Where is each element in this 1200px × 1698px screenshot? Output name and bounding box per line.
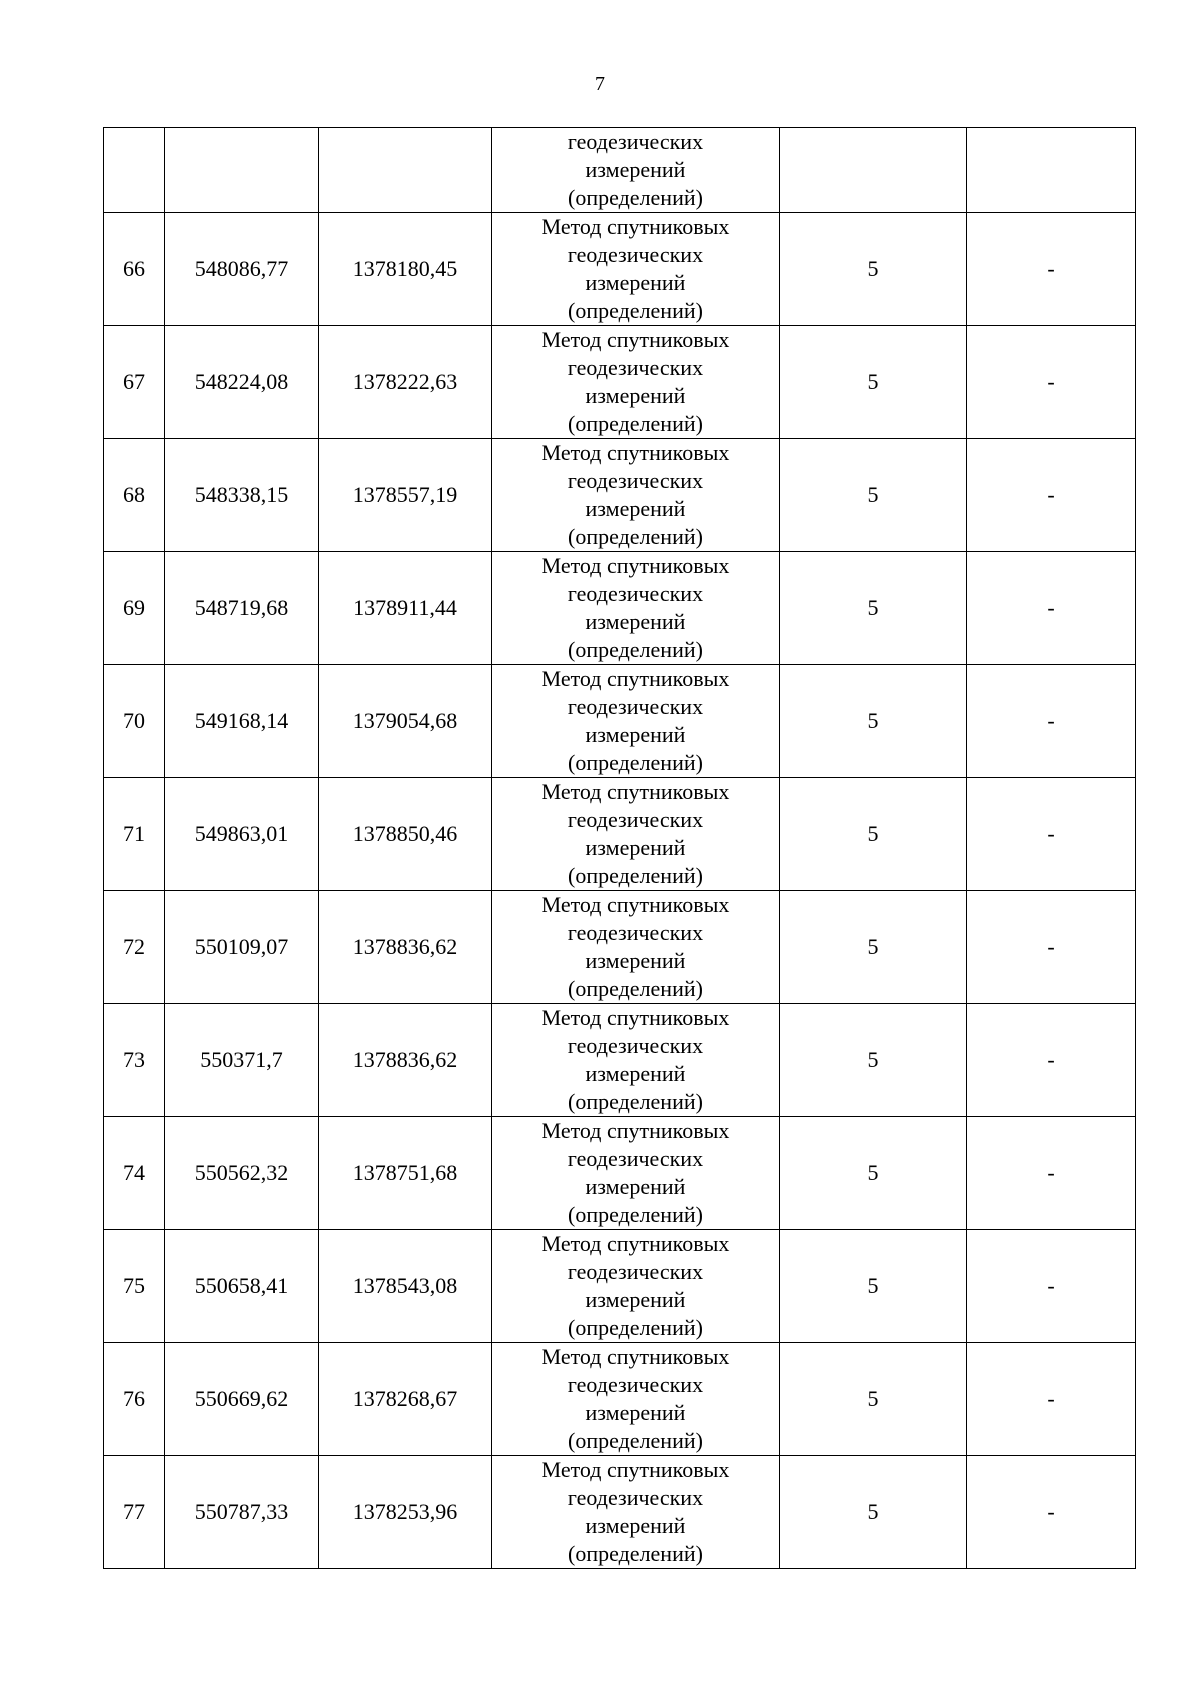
method-line: измерений bbox=[585, 270, 686, 295]
table-row bbox=[104, 1230, 1136, 1343]
method-cell bbox=[492, 1004, 780, 1117]
accuracy-cell: 5 bbox=[780, 891, 967, 1004]
point-number-cell: 70 bbox=[104, 665, 165, 778]
method-cell bbox=[492, 1230, 780, 1343]
table-row-continuation bbox=[104, 128, 1136, 213]
accuracy-cell: 5 bbox=[780, 1343, 967, 1456]
method-line: Метод спутниковых bbox=[541, 666, 730, 691]
method-cell bbox=[492, 213, 780, 326]
table-row bbox=[104, 439, 1136, 552]
point-number-cell: 71 bbox=[104, 778, 165, 891]
method-line: измерений bbox=[585, 609, 686, 634]
coordinates-table bbox=[103, 127, 1136, 1569]
method-line: Метод спутниковых bbox=[541, 327, 730, 352]
method-line: геодезических bbox=[567, 468, 704, 493]
method-line: измерений bbox=[585, 1513, 686, 1538]
method-line: Метод спутниковых bbox=[541, 1118, 730, 1143]
note-cell: - bbox=[967, 778, 1136, 891]
x-coordinate-cell: 550562,32 bbox=[165, 1117, 319, 1230]
y-coordinate-cell: 1378543,08 bbox=[319, 1230, 492, 1343]
table-row bbox=[104, 1004, 1136, 1117]
point-number-cell: 67 bbox=[104, 326, 165, 439]
method-line: геодезических bbox=[567, 1146, 704, 1171]
method-line: (определений) bbox=[568, 1202, 703, 1227]
method-line: (определений) bbox=[568, 185, 703, 210]
x-coordinate-cell: 549863,01 bbox=[165, 778, 319, 891]
accuracy-cell: 5 bbox=[780, 326, 967, 439]
x-coordinate-cell: 550371,7 bbox=[165, 1004, 319, 1117]
method-line: геодезических bbox=[567, 694, 704, 719]
point-number-cell: 66 bbox=[104, 213, 165, 326]
y-coordinate-cell: 1378180,45 bbox=[319, 213, 492, 326]
method-line: измерений bbox=[585, 948, 686, 973]
method-line: (определений) bbox=[568, 1089, 703, 1114]
method-line: Метод спутниковых bbox=[541, 892, 730, 917]
x-coordinate-cell: 550109,07 bbox=[165, 891, 319, 1004]
note-cell: - bbox=[967, 1230, 1136, 1343]
note-cell: - bbox=[967, 1343, 1136, 1456]
note-cell: - bbox=[967, 665, 1136, 778]
x-coordinate-cell: 549168,14 bbox=[165, 665, 319, 778]
note-cell: - bbox=[967, 1004, 1136, 1117]
note-cell: - bbox=[967, 552, 1136, 665]
table-row bbox=[104, 778, 1136, 891]
y-coordinate-cell: 1378253,96 bbox=[319, 1456, 492, 1569]
accuracy-cell: 5 bbox=[780, 1456, 967, 1569]
method-line: (определений) bbox=[568, 1541, 703, 1566]
method-cell bbox=[492, 1343, 780, 1456]
accuracy-cell: 5 bbox=[780, 665, 967, 778]
note-cell: - bbox=[967, 1117, 1136, 1230]
point-number-cell: 77 bbox=[104, 1456, 165, 1569]
note-cell: - bbox=[967, 1456, 1136, 1569]
method-line: Метод спутниковых bbox=[541, 440, 730, 465]
method-line: (определений) bbox=[568, 637, 703, 662]
method-line: геодезических bbox=[567, 1259, 704, 1284]
method-line: геодезических bbox=[567, 355, 704, 380]
x-coordinate-cell: 550658,41 bbox=[165, 1230, 319, 1343]
point-number-cell: 73 bbox=[104, 1004, 165, 1117]
table-row bbox=[104, 552, 1136, 665]
table-row bbox=[104, 1117, 1136, 1230]
y-coordinate-cell: 1378222,63 bbox=[319, 326, 492, 439]
method-cell bbox=[492, 891, 780, 1004]
method-line: (определений) bbox=[568, 524, 703, 549]
method-line: (определений) bbox=[568, 750, 703, 775]
method-line: Метод спутниковых bbox=[541, 779, 730, 804]
y-coordinate-cell: 1378557,19 bbox=[319, 439, 492, 552]
point-number-cell: 69 bbox=[104, 552, 165, 665]
note-cell: - bbox=[967, 891, 1136, 1004]
method-line: Метод спутниковых bbox=[541, 1344, 730, 1369]
method-line: Метод спутниковых bbox=[541, 1231, 730, 1256]
method-line: измерений bbox=[585, 496, 686, 521]
point-number-cell: 75 bbox=[104, 1230, 165, 1343]
method-line: геодезических bbox=[567, 920, 704, 945]
method-line: измерений bbox=[585, 383, 686, 408]
method-line: (определений) bbox=[568, 1315, 703, 1340]
y-coordinate-cell: 1378850,46 bbox=[319, 778, 492, 891]
method-line: геодезических bbox=[567, 1485, 704, 1510]
point-number-cell: 76 bbox=[104, 1343, 165, 1456]
page-number: 7 bbox=[595, 73, 605, 95]
method-line: измерений bbox=[585, 835, 686, 860]
method-line: измерений bbox=[585, 157, 686, 182]
method-line: Метод спутниковых bbox=[541, 553, 730, 578]
x-coordinate-cell: 550787,33 bbox=[165, 1456, 319, 1569]
method-line: Метод спутниковых bbox=[541, 214, 730, 239]
method-cell bbox=[492, 128, 780, 213]
x-coordinate-cell: 548086,77 bbox=[165, 213, 319, 326]
method-line: измерений bbox=[585, 1061, 686, 1086]
method-line: геодезических bbox=[567, 129, 704, 154]
accuracy-cell: 5 bbox=[780, 213, 967, 326]
accuracy-cell: 5 bbox=[780, 439, 967, 552]
table-row bbox=[104, 1456, 1136, 1569]
y-coordinate-cell: 1378751,68 bbox=[319, 1117, 492, 1230]
method-cell bbox=[492, 1456, 780, 1569]
method-line: геодезических bbox=[567, 807, 704, 832]
y-coordinate-cell: 1378836,62 bbox=[319, 891, 492, 1004]
table-row bbox=[104, 213, 1136, 326]
method-cell bbox=[492, 778, 780, 891]
method-line: (определений) bbox=[568, 1428, 703, 1453]
accuracy-cell: 5 bbox=[780, 1230, 967, 1343]
table-row bbox=[104, 891, 1136, 1004]
note-cell: - bbox=[967, 439, 1136, 552]
x-coordinate-cell: 548719,68 bbox=[165, 552, 319, 665]
method-line: (определений) bbox=[568, 863, 703, 888]
method-line: геодезических bbox=[567, 1372, 704, 1397]
method-line: (определений) bbox=[568, 298, 703, 323]
method-line: геодезических bbox=[567, 1033, 704, 1058]
table-row bbox=[104, 1343, 1136, 1456]
x-coordinate-cell: 548338,15 bbox=[165, 439, 319, 552]
method-line: (определений) bbox=[568, 411, 703, 436]
method-cell bbox=[492, 665, 780, 778]
point-number-cell bbox=[104, 128, 165, 213]
accuracy-cell: 5 bbox=[780, 778, 967, 891]
accuracy-cell: 5 bbox=[780, 1004, 967, 1117]
method-line: измерений bbox=[585, 722, 686, 747]
coordinates-table-body bbox=[104, 128, 1136, 1569]
method-line: измерений bbox=[585, 1174, 686, 1199]
method-line: геодезических bbox=[567, 242, 704, 267]
method-cell bbox=[492, 552, 780, 665]
method-line: Метод спутниковых bbox=[541, 1005, 730, 1030]
method-line: Метод спутниковых bbox=[541, 1457, 730, 1482]
method-line: (определений) bbox=[568, 976, 703, 1001]
accuracy-cell: 5 bbox=[780, 1117, 967, 1230]
point-number-cell: 68 bbox=[104, 439, 165, 552]
method-line: геодезических bbox=[567, 581, 704, 606]
x-coordinate-cell: 548224,08 bbox=[165, 326, 319, 439]
method-cell bbox=[492, 326, 780, 439]
note-cell: - bbox=[967, 326, 1136, 439]
y-coordinate-cell: 1378268,67 bbox=[319, 1343, 492, 1456]
note-cell bbox=[967, 128, 1136, 213]
point-number-cell: 74 bbox=[104, 1117, 165, 1230]
note-cell: - bbox=[967, 213, 1136, 326]
table-row bbox=[104, 665, 1136, 778]
method-cell bbox=[492, 439, 780, 552]
y-coordinate-cell: 1379054,68 bbox=[319, 665, 492, 778]
x-coordinate-cell: 550669,62 bbox=[165, 1343, 319, 1456]
accuracy-cell: 5 bbox=[780, 552, 967, 665]
y-coordinate-cell: 1378911,44 bbox=[319, 552, 492, 665]
method-cell bbox=[492, 1117, 780, 1230]
y-coordinate-cell: 1378836,62 bbox=[319, 1004, 492, 1117]
y-coordinate-cell bbox=[319, 128, 492, 213]
method-line: измерений bbox=[585, 1400, 686, 1425]
accuracy-cell bbox=[780, 128, 967, 213]
x-coordinate-cell bbox=[165, 128, 319, 213]
method-line: измерений bbox=[585, 1287, 686, 1312]
table-row bbox=[104, 326, 1136, 439]
point-number-cell: 72 bbox=[104, 891, 165, 1004]
